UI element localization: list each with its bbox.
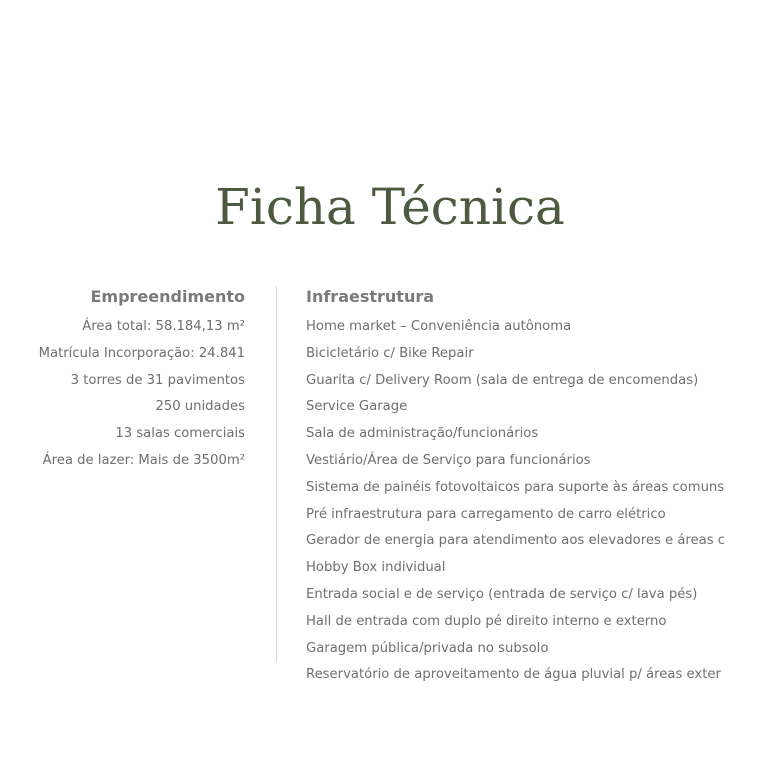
infraestrutura-heading: Infraestrutura — [306, 287, 435, 306]
empreendimento-heading: Empreendimento — [90, 287, 245, 306]
list-item: Pré infraestrutura para carregamento de carro elétrico — [306, 506, 666, 522]
list-item: Entrada social e de serviço (entrada de serviço c/ lava pés) — [306, 586, 698, 602]
infraestrutura-column — [306, 284, 780, 689]
list-item: Área total: 58.184,13 m² — [82, 319, 245, 334]
list-item: Vestiário/Área de Serviço para funcionários — [306, 452, 591, 468]
list-item: Sala de administração/funcionários — [306, 426, 539, 442]
list-item: Bicicletário c/ Bike Repair — [306, 345, 474, 361]
empreendimento-column — [0, 284, 245, 475]
list-item: Home market – Conveniência autônoma — [306, 319, 572, 334]
list-item: Service Garage — [306, 399, 408, 415]
list-item: 3 torres de 31 pavimentos — [70, 372, 245, 388]
list-item: Sistema de painéis fotovoltaicos para suporte às áreas comuns — [306, 479, 725, 495]
list-item: Guarita c/ Delivery Room (sala de entrega de encomendas) — [306, 372, 699, 388]
list-item: Gerador de energia para atendimento aos elevadores e áreas c — [306, 533, 726, 549]
list-item: Hall de entrada com duplo pé direito interno e externo — [306, 613, 667, 629]
list-item: 250 unidades — [155, 399, 245, 415]
list-item: Área de lazer: Mais de 3500m² — [42, 452, 245, 468]
page-title: Ficha Técnica — [215, 178, 565, 236]
list-item: Reservatório de aproveitamento de água pluvial p/ áreas exter — [306, 667, 721, 683]
list-item: Hobby Box individual — [306, 560, 446, 576]
list-item: Matrícula Incorporação: 24.841 — [38, 345, 245, 361]
empreendimento-list — [0, 314, 245, 475]
infraestrutura-list — [306, 314, 780, 689]
list-item: Garagem pública/privada no subsolo — [306, 640, 549, 656]
column-divider — [276, 286, 277, 662]
list-item: 13 salas comerciais — [115, 426, 245, 442]
